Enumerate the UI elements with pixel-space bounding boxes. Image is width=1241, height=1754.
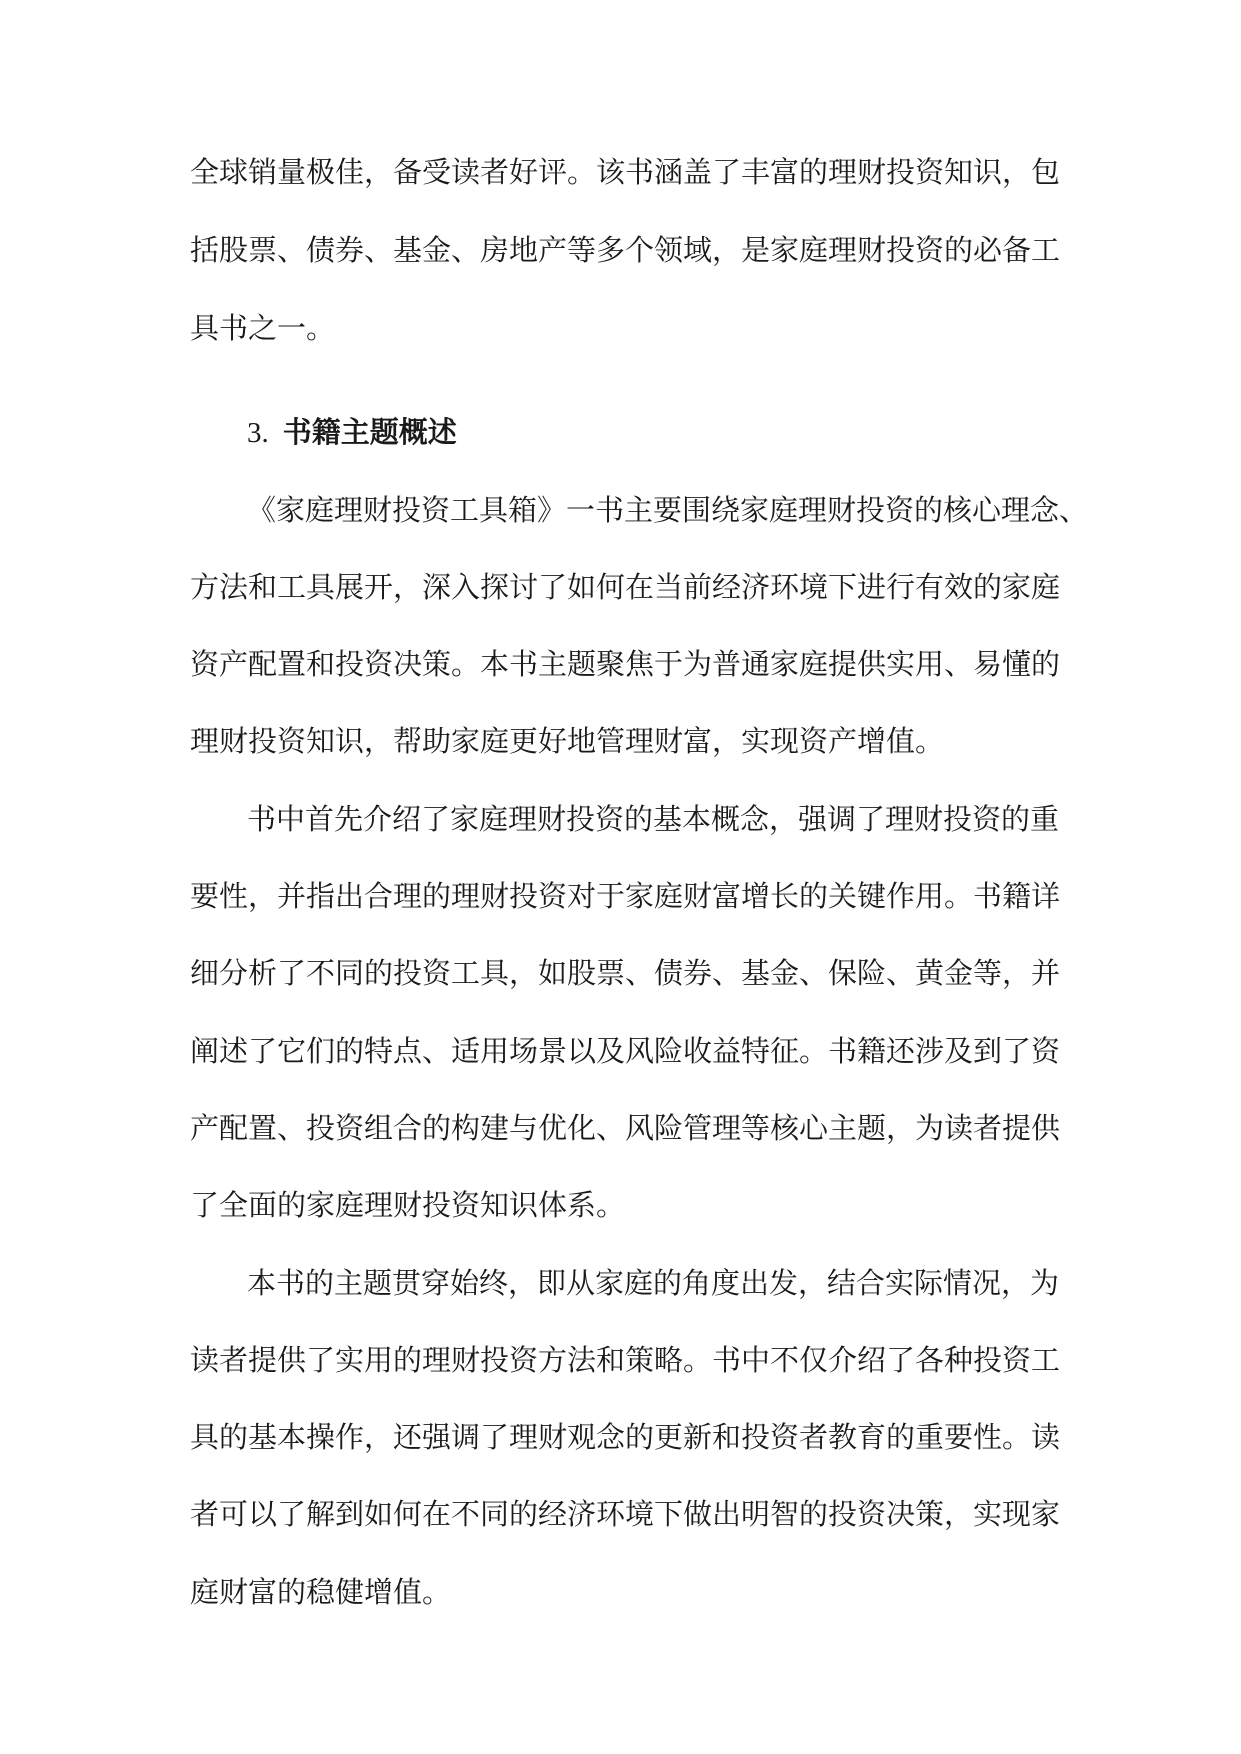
paragraph-1-line-4: 理财投资知识，帮助家庭更好地管理财富，实现资产增值。 (190, 724, 945, 758)
paragraph-3-line-1: 本书的主题贯穿始终，即从家庭的角度出发，结合实际情况，为 (247, 1266, 1060, 1300)
paragraph-2-line-6: 了全面的家庭理财投资知识体系。 (190, 1188, 626, 1222)
paragraph-2-line-4: 阐述了它们的特点、适用场景以及风险收益特征。书籍还涉及到了资 (190, 1034, 1061, 1068)
paragraph-2-line-2: 要性，并指出合理的理财投资对于家庭财富增长的关键作用。书籍详 (190, 879, 1061, 913)
intro-line-2: 括股票、债券、基金、房地产等多个领域，是家庭理财投资的必备工 (190, 233, 1061, 267)
paragraph-1-line-2: 方法和工具展开，深入探讨了如何在当前经济环境下进行有效的家庭 (190, 570, 1061, 604)
paragraph-2-line-1: 书中首先介绍了家庭理财投资的基本概念，强调了理财投资的重 (247, 802, 1060, 836)
section-heading (247, 412, 457, 453)
paragraph-3-line-3: 具的基本操作，还强调了理财观念的更新和投资者教育的重要性。读 (190, 1420, 1061, 1454)
intro-line-3: 具书之一。 (190, 311, 336, 345)
paragraph-2-line-5: 产配置、投资组合的构建与优化、风险管理等核心主题，为读者提供 (190, 1111, 1061, 1145)
section-number: 3. (247, 417, 269, 449)
paragraph-1-line-3: 资产配置和投资决策。本书主题聚焦于为普通家庭提供实用、易懂的 (190, 647, 1061, 681)
intro-line-1: 全球销量极佳，备受读者好评。该书涵盖了丰富的理财投资知识，包 (190, 155, 1061, 189)
section-title: 书籍主题概述 (282, 415, 457, 449)
paragraph-2-line-3: 细分析了不同的投资工具，如股票、债券、基金、保险、黄金等，并 (190, 956, 1061, 990)
paragraph-3-line-5: 庭财富的稳健增值。 (190, 1575, 452, 1609)
paragraph-3-line-4: 者可以了解到如何在不同的经济环境下做出明智的投资决策，实现家 (190, 1497, 1061, 1531)
paragraph-1-line-1: 《家庭理财投资工具箱》一书主要围绕家庭理财投资的核心理念、 (247, 493, 1089, 527)
paragraph-3-line-2: 读者提供了实用的理财投资方法和策略。书中不仅介绍了各种投资工 (190, 1343, 1061, 1377)
